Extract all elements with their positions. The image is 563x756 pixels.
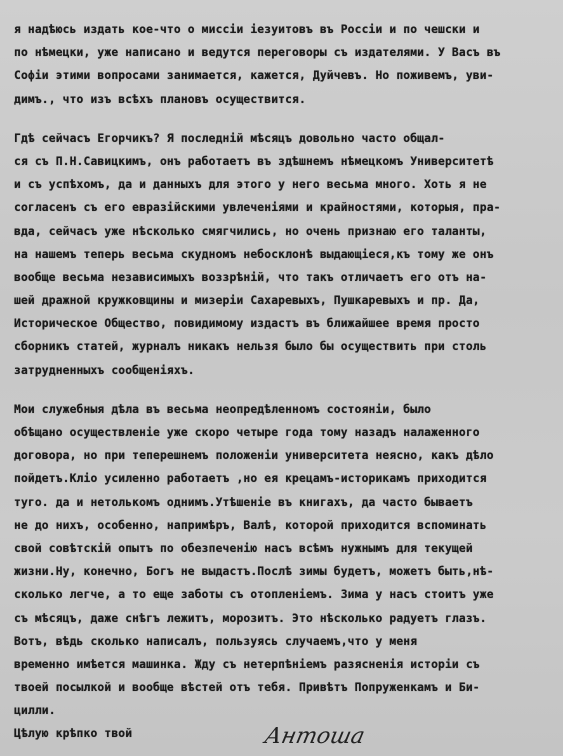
text-line: согласенъ съ его евразiйскими увлеченiями и крайностями, которыя, пра- [14, 201, 501, 215]
text-line: туго. да и нетолькомъ однимъ.Утѣшенiе въ книгахъ, да часто бываетъ [14, 495, 473, 509]
text-line: вообще весьма независимыхъ воззрѣнiй, что такъ отличаетъ его отъ на- [14, 270, 487, 284]
text-line: пойдетъ.Клiо усиленно работаетъ ,но ея крецамъ-историкамъ приходится [14, 472, 487, 486]
text-line: обѣщано осуществленiе уже скоро четыре года тому назадъ налаженного [14, 426, 480, 439]
text-line: твоей посылкой и вообще вѣстей отъ тебя. Привѣтъ Попруженкамъ и Би- [14, 681, 480, 695]
text-line: шей дражной кружковщины и мизерiи Сахаревыхъ, Пушкаревыхъ и пр. Да, [14, 294, 480, 308]
text-line: ся съ П.Н.Савицкимъ, онъ работаетъ въ здѣшнемъ нѣмецкомъ Университетѣ [14, 154, 494, 168]
letter-body [14, 18, 559, 746]
text-line: Цѣлую крѣпко твой [14, 727, 133, 741]
text-line: свой совѣтскiй опытъ по обезпеченiю насъ всѣмъ нужнымъ для текущей [14, 541, 473, 555]
text-line: Историческое Общество, повидимому издастъ въ ближайшее время просто [14, 317, 480, 331]
text-line: Вотъ, вѣдь сколько написалъ, пользуясь случаемъ,что у меня [14, 634, 418, 648]
text-line: и съ успѣхомъ, да и данныхъ для этого у него весьма много. Хоть я не [14, 178, 487, 192]
text-line: я надѣюсь издать кое-что о миссiи iезуитовъ въ Россiи и по чешски и [14, 23, 480, 36]
text-line: Мои служебныя дѣла въ весьма неопредѣленномъ состоянiи, было [14, 402, 432, 416]
paragraph-gap [14, 382, 559, 398]
paragraph-gap [14, 111, 559, 127]
text-line: съ мѣсяцъ, даже снѣгъ лежитъ, морозитъ. Это нѣсколько радуетъ глазъ. [14, 611, 487, 625]
text-line: сборникъ статей, журналъ никакъ нельзя было бы осуществить при столь [14, 340, 487, 354]
text-line: димъ., что изъ всѣхъ плановъ осуществится. [14, 92, 306, 106]
text-line: на нашемъ теперь весьма скудномъ небосклонѣ выдающiеся,къ тому же онъ [14, 247, 494, 261]
text-line: Софiи этими вопросами занимается, кажется, Дуйчевъ. Но поживемъ, уви- [14, 69, 494, 83]
text-line: сколько легче, а то еще заботы съ отопленiемъ. Зима у насъ стоитъ уже [14, 588, 494, 602]
text-line: вда, сейчасъ уже нѣсколько смягчились, но очень признаю его таланты, [14, 224, 487, 238]
text-line: временно имѣется машинка. Жду съ нетерпѣнiемъ разясненiя исторiи съ [14, 657, 480, 671]
text-line: затрудненныхъ сообщенiяхъ. [14, 363, 195, 377]
text-line: жизни.Ну, конечно, Богъ не выдастъ.Послѣ зимы будетъ, можетъ быть,нѣ- [14, 565, 494, 579]
handwritten-signature: Антоша [262, 724, 367, 749]
text-line: Гдѣ сейчасъ Егорчикъ? Я последнiй мѣсяцъ довольно часто общал- [14, 131, 445, 145]
text-line: договора, но при теперешнемъ положенiи университета неясно, какъ дѣло [14, 449, 494, 463]
text-line: не до нихъ, особенно, напримѣръ, Валѣ, которой приходится вспоминать [14, 518, 487, 532]
text-line: по нѣмецки, уже написано и ведутся переговоры съ издателями. У Васъ въ [14, 46, 501, 60]
text-line: цилли. [14, 704, 56, 718]
